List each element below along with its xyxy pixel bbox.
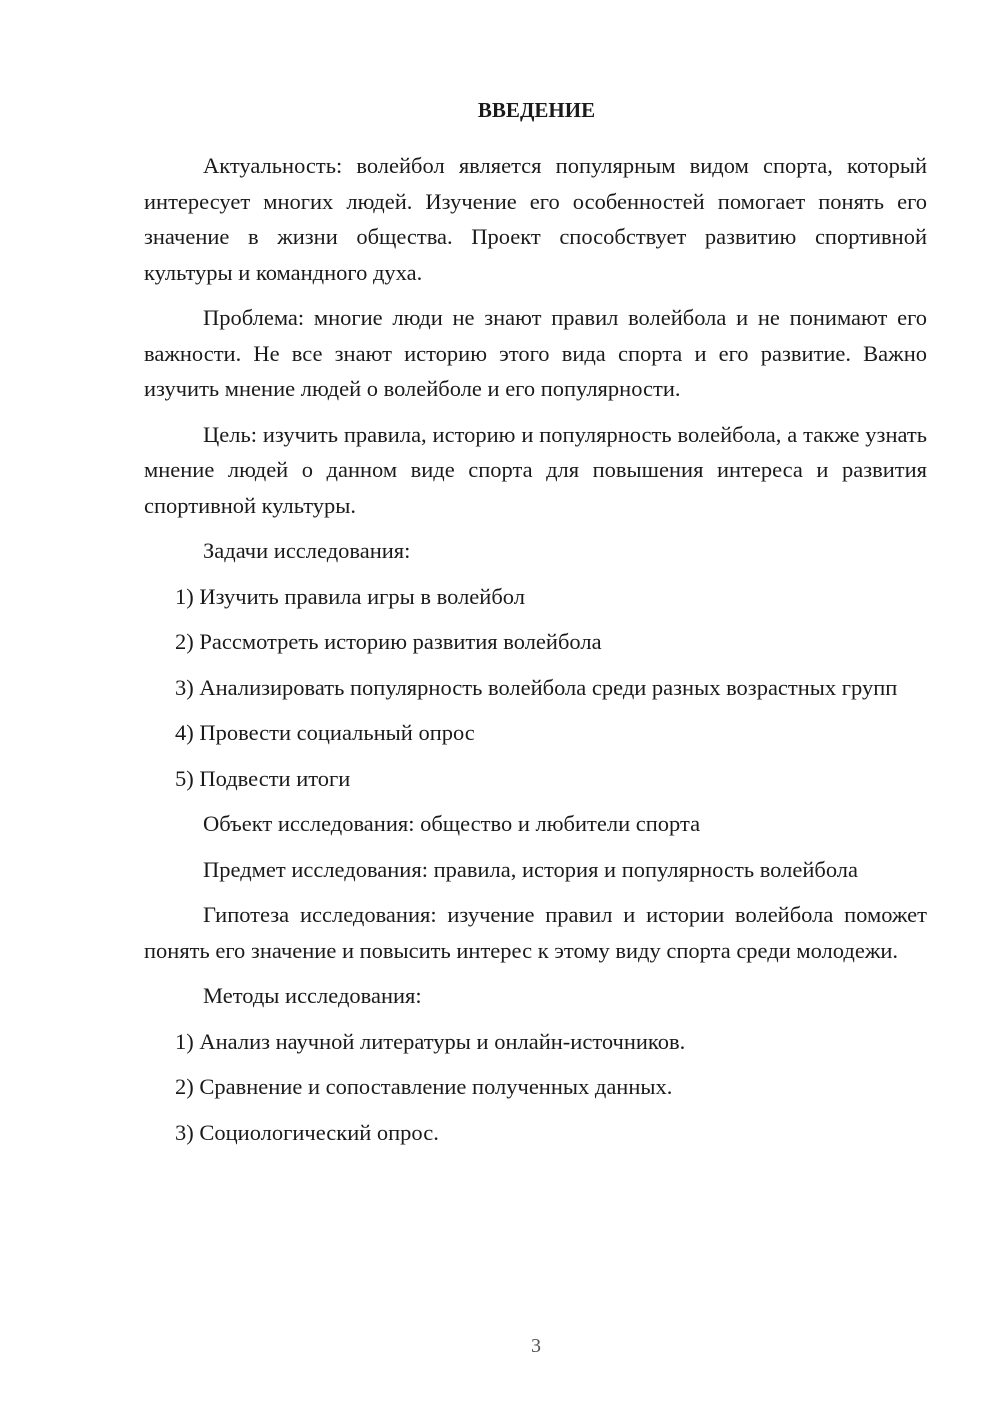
task-item: 2) Рассмотреть историю развития волейбола: [175, 629, 602, 654]
tasks-heading: Задачи исследования:: [203, 538, 411, 563]
methods-heading: Методы исследования:: [203, 983, 422, 1008]
goal-paragraph: Цель: изучить правила, историю и популярность волейбола, а также узнать мнение людей о данном виде спорта для повышения интереса и развития спортивной культуры.: [144, 421, 927, 518]
relevance-paragraph: Актуальность: волейбол является популярным видом спорта, который интересует многих людей. Изучение его особенностей помогает понять его значение в жизни общества. Проект способствует развитию спортивной культуры и командного духа.: [144, 153, 927, 285]
object-paragraph: Объект исследования: общество и любители спорта: [203, 811, 701, 836]
method-item: 3) Социологический опрос.: [175, 1119, 439, 1145]
task-item: 5) Подвести итоги: [175, 765, 351, 791]
method-item: 1) Анализ научной литературы и онлайн-источников.: [175, 1028, 686, 1054]
page-title: ВВЕДЕНИЕ: [477, 98, 596, 122]
task-item: 3) Анализировать популярность волейбола среди разных возрастных групп: [175, 674, 898, 700]
hypothesis-paragraph: Гипотеза исследования: изучение правил и истории волейбола поможет понять его значение и повысить интерес к этому виду спорта среди молодежи.: [144, 902, 927, 963]
page-content: [144, 92, 927, 1160]
task-item: 4) Провести социальный опрос: [175, 720, 475, 745]
problem-paragraph: Проблема: многие люди не знают правил волейбола и не понимают его важности. Не все знают историю этого вида спорта и его развитие. Важно изучить мнение людей о волейболе и его популярности.: [144, 305, 927, 401]
task-item: 1) Изучить правила игры в волейбол: [175, 583, 525, 609]
subject-paragraph: Предмет исследования: правила, история и популярность волейбола: [203, 856, 858, 882]
method-item: 2) Сравнение и сопоставление полученных данных.: [175, 1074, 673, 1099]
page-number: 3: [531, 1335, 541, 1357]
